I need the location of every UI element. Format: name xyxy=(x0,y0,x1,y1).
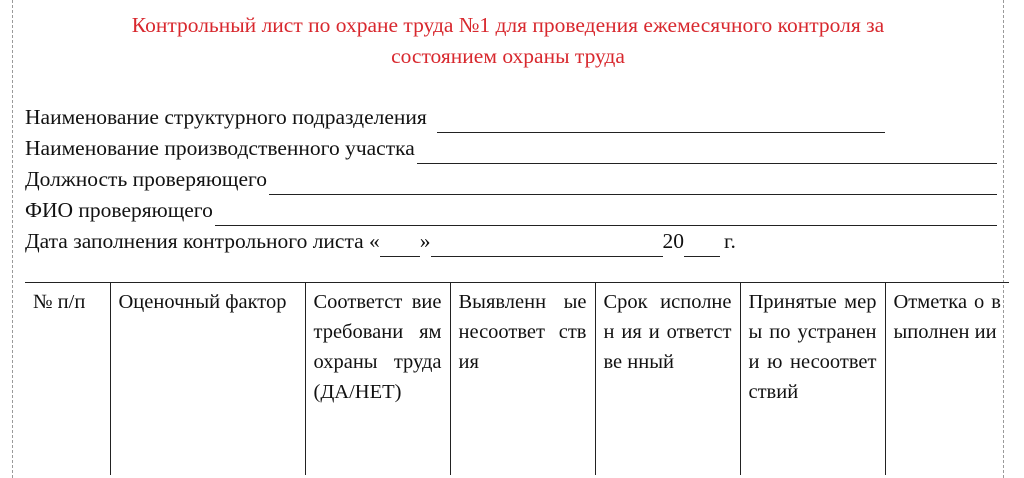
table-header-row xyxy=(25,283,1009,476)
section-blank-line[interactable] xyxy=(417,139,997,164)
fio-label: ФИО проверяющего xyxy=(25,198,213,222)
date-label: Дата заполнения контрольного листа « xyxy=(25,229,380,253)
header-completion: Отметка о выполнен ии xyxy=(885,283,1009,476)
date-quote-close: » xyxy=(419,229,431,253)
year-blank[interactable] xyxy=(684,232,720,257)
section-label: Наименование производственного участка xyxy=(25,136,415,160)
header-factor: Оценочный фактор xyxy=(110,283,305,476)
day-blank[interactable] xyxy=(380,232,420,257)
document-title xyxy=(13,10,1003,72)
date-suffix: г. xyxy=(724,229,736,253)
division-field xyxy=(25,102,997,133)
title-line-2: состоянием охраны труда xyxy=(391,44,625,68)
position-field xyxy=(25,164,997,195)
header-number: № п/п xyxy=(25,283,110,476)
division-blank-line[interactable] xyxy=(437,108,885,133)
header-deadline: Срок исполнен ия и ответстве нный xyxy=(595,283,740,476)
position-blank-line[interactable] xyxy=(269,170,997,195)
checklist-table xyxy=(25,282,1009,475)
date-year: 20 xyxy=(662,229,685,253)
date-field xyxy=(25,226,997,257)
header-fields xyxy=(25,102,997,257)
title-line-1: Контрольный лист по охране труда №1 для проведения ежемесячного контроля за xyxy=(131,13,885,37)
position-label: Должность проверяющего xyxy=(25,167,268,191)
fio-field xyxy=(25,195,997,226)
header-measures: Принятые меры по устранени ю несоответ ствий xyxy=(740,283,885,476)
division-label: Наименование структурного подразделения xyxy=(25,105,427,129)
document-page xyxy=(12,0,1004,478)
header-violations: Выявленн ые несоответ ствия xyxy=(450,283,595,476)
section-field xyxy=(25,133,997,164)
header-compliance: Соответст вие требовани ям охраны труда (ДА/НЕТ) xyxy=(305,283,450,476)
month-blank[interactable] xyxy=(431,232,663,257)
fio-blank-line[interactable] xyxy=(215,201,997,226)
